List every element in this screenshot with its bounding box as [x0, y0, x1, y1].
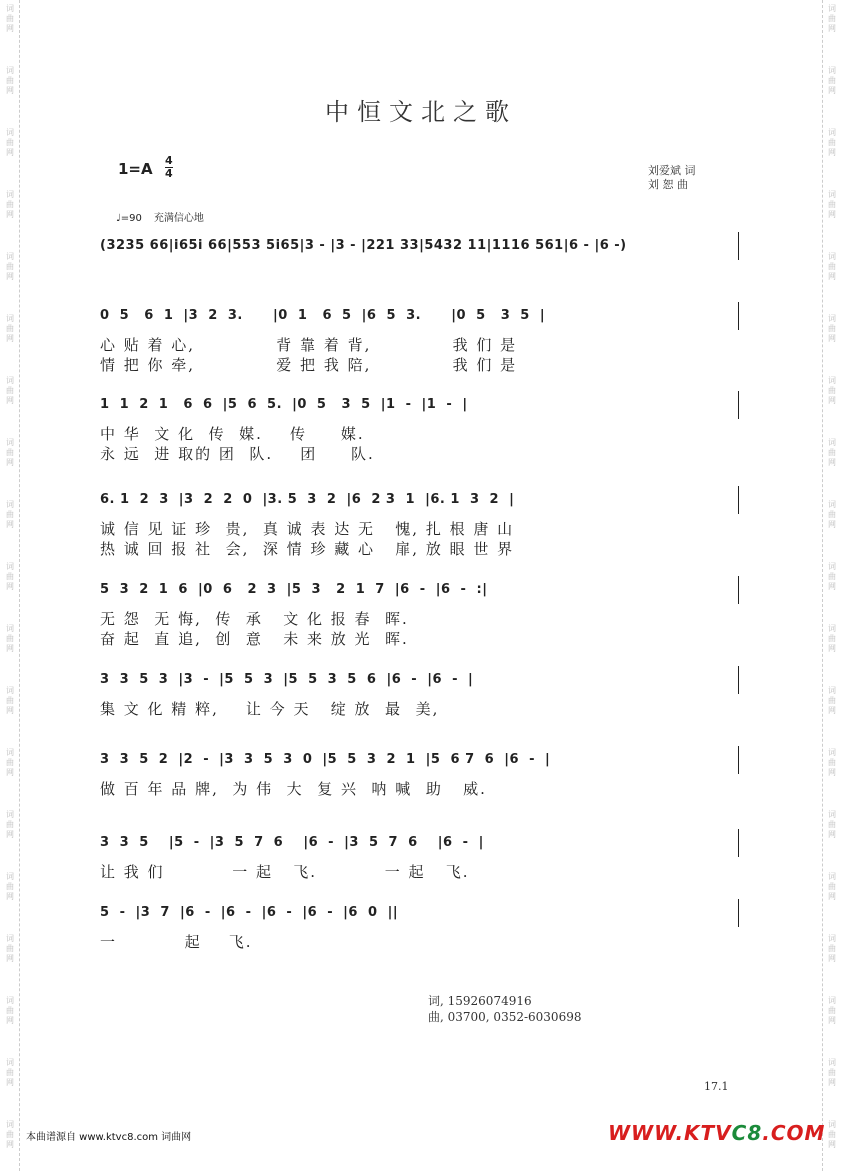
watermark-mark: 词曲网 — [828, 624, 836, 653]
credits — [648, 164, 696, 192]
watermark-mark: 词曲网 — [828, 314, 836, 343]
staff-notes: 1 1 2 1 6 6 |5 6 5. |0 5 3 5 |1 - |1 - | — [100, 397, 468, 412]
source-credit: 本曲谱源自 www.ktvc8.com 词曲网 — [26, 1132, 192, 1143]
watermark-mark: 词曲网 — [828, 686, 836, 715]
lyric-line-1: 中 华 文 化 传 媒. 传 媒. — [100, 425, 365, 443]
final-barline — [738, 829, 739, 857]
contact-lyricist: 词, 15926074916 — [428, 994, 532, 1008]
final-barline — [738, 391, 739, 419]
staff-notes: (3235 66|i65i 66|553 5i65|3 - |3 - |221 33|5432 11|1116 561|6 - |6 -) — [100, 238, 627, 253]
watermark-mark: 词曲网 — [828, 996, 836, 1025]
watermark-mark: 词曲网 — [828, 1058, 836, 1087]
lyric-line-2: 情 把 你 牵, 爱 把 我 陪, 我 们 是 — [100, 356, 518, 374]
song-title: 中恒文北之歌 — [325, 98, 517, 126]
time-signature-top: 4 — [165, 154, 173, 167]
final-barline — [738, 232, 739, 260]
watermark-mark: 词曲网 — [6, 686, 14, 715]
watermark-mark: 词曲网 — [6, 996, 14, 1025]
watermark-mark: 词曲网 — [828, 252, 836, 281]
watermark-mark: 词曲网 — [6, 562, 14, 591]
staff-notes: 6. 1 2 3 |3 2 2 0 |3. 5 3 2 |6 2 3 1 |6. 1 3 2 | — [100, 492, 515, 507]
watermark-mark: 词曲网 — [6, 748, 14, 777]
watermark-mark: 词曲网 — [828, 500, 836, 529]
watermark-mark: 词曲网 — [6, 314, 14, 343]
watermark-mark: 词曲网 — [828, 4, 836, 33]
time-signature-bottom: 4 — [165, 167, 173, 180]
watermark-mark: 词曲网 — [828, 1120, 836, 1149]
staff-notes: 0 5 6 1 |3 2 3. |0 1 6 5 |6 5 3. |0 5 3 5 | — [100, 308, 546, 323]
watermark-mark: 词曲网 — [6, 438, 14, 467]
watermark-mark: 词曲网 — [6, 872, 14, 901]
site-logo-main: WWW.KTV — [608, 1121, 732, 1145]
watermark-mark: 词曲网 — [828, 128, 836, 157]
page-number: 17.1 — [704, 1080, 729, 1093]
watermark-mark: 词曲网 — [828, 376, 836, 405]
site-logo-tail: .COM — [762, 1121, 826, 1145]
watermark-mark: 词曲网 — [828, 872, 836, 901]
tempo-bpm: ♩=90 — [116, 213, 142, 224]
composer-credit: 刘 恕 曲 — [648, 178, 688, 191]
watermark-mark: 词曲网 — [6, 66, 14, 95]
final-barline — [738, 302, 739, 330]
staff-notes: 5 - |3 7 |6 - |6 - |6 - |6 - |6 0 || — [100, 905, 399, 920]
watermark-mark: 词曲网 — [828, 562, 836, 591]
tempo-marking — [116, 209, 204, 224]
site-logo-accent: C8 — [731, 1121, 763, 1145]
final-barline — [738, 666, 739, 694]
tempo-expression: 充满信心地 — [153, 213, 204, 224]
final-barline — [738, 486, 739, 514]
watermark-mark: 词曲网 — [6, 252, 14, 281]
contact-composer: 曲, 03700, 0352-6030698 — [428, 1010, 582, 1024]
staff-notes: 3 3 5 2 |2 - |3 3 5 3 0 |5 5 3 2 1 |5 6 7 6 |6 - | — [100, 752, 551, 767]
lyric-line-2: 永 远 进 取的 团 队. 团 队. — [100, 445, 375, 463]
watermark-mark: 词曲网 — [6, 810, 14, 839]
lyric-line-1: 让 我 们 一 起 飞. 一 起 飞. — [100, 863, 470, 881]
watermark-mark: 词曲网 — [6, 1120, 14, 1149]
watermark-mark: 词曲网 — [6, 190, 14, 219]
contact-info — [428, 993, 581, 1025]
lyric-line-1: 做 百 年 品 牌, 为 伟 大 复 兴 呐 喊 助 威. — [100, 780, 487, 798]
watermark-mark: 词曲网 — [828, 438, 836, 467]
watermark-mark: 词曲网 — [828, 190, 836, 219]
watermark-mark: 词曲网 — [6, 4, 14, 33]
watermark-mark: 词曲网 — [6, 934, 14, 963]
final-barline — [738, 746, 739, 774]
site-logo — [608, 1121, 825, 1145]
final-barline — [738, 576, 739, 604]
watermark-mark: 词曲网 — [6, 500, 14, 529]
watermark-mark: 词曲网 — [6, 376, 14, 405]
staff-notes: 3 3 5 |5 - |3 5 7 6 |6 - |3 5 7 6 |6 - | — [100, 835, 484, 850]
lyric-line-1: 诚 信 见 证 珍 贵, 真 诚 表 达 无 愧, 扎 根 唐 山 — [100, 520, 515, 538]
lyric-line-2: 热 诚 回 报 社 会, 深 情 珍 藏 心 扉, 放 眼 世 界 — [100, 540, 515, 558]
staff-notes: 5 3 2 1 6 |0 6 2 3 |5 3 2 1 7 |6 - |6 - :| — [100, 582, 488, 597]
watermark-mark: 词曲网 — [828, 934, 836, 963]
watermark-mark: 词曲网 — [6, 624, 14, 653]
lyric-line-2: 奋 起 直 追, 创 意 未 来 放 光 晖. — [100, 630, 409, 648]
watermark-mark: 词曲网 — [828, 66, 836, 95]
key-signature: 1=A — [118, 160, 153, 178]
lyric-line-1: 心 贴 着 心, 背 靠 着 背, 我 们 是 — [100, 336, 518, 354]
lyric-line-1: 集 文 化 精 粹, 让 今 天 绽 放 最 美, — [100, 700, 440, 718]
lyric-line-1: 一 起 飞. — [100, 933, 253, 951]
final-barline — [738, 899, 739, 927]
lyric-line-1: 无 怨 无 悔, 传 承 文 化 报 春 晖. — [100, 610, 409, 628]
watermark-mark: 词曲网 — [828, 748, 836, 777]
lyricist-credit: 刘爱斌 词 — [648, 164, 696, 177]
staff-notes: 3 3 5 3 |3 - |5 5 3 |5 5 3 5 6 |6 - |6 - | — [100, 672, 474, 687]
watermark-mark: 词曲网 — [6, 128, 14, 157]
watermark-mark: 词曲网 — [828, 810, 836, 839]
watermark-mark: 词曲网 — [6, 1058, 14, 1087]
time-signature — [165, 155, 173, 180]
